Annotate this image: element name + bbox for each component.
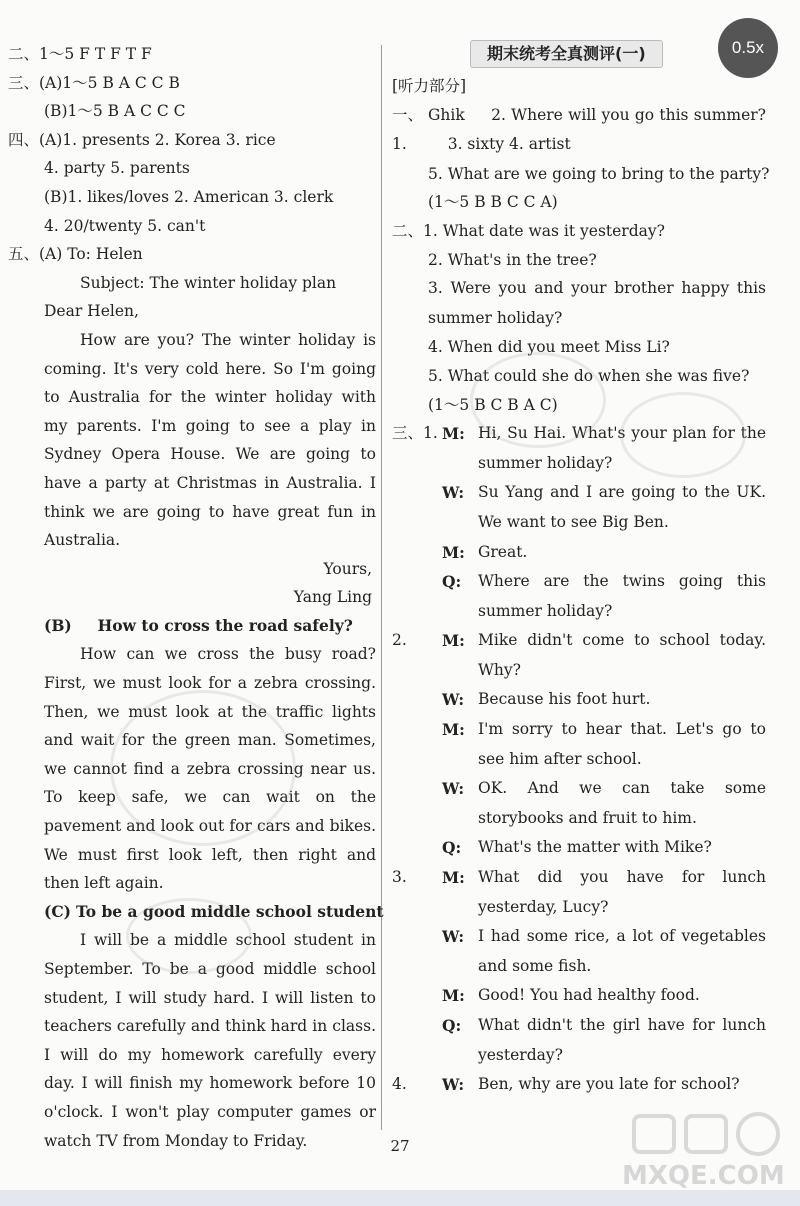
listening-question: 二、1. What date was it yesterday? [392, 221, 665, 240]
page-number: 27 [390, 1137, 410, 1155]
dialogue-line [392, 685, 766, 715]
section-b-heading [8, 612, 376, 641]
listening-question: 5. What could she do when she was five? [428, 366, 750, 385]
speaker-label: W: [442, 690, 465, 710]
section-c-label: (C) [44, 901, 72, 921]
dialogue-text: Because his foot hurt. [478, 690, 651, 709]
letter-text: How are you? The winter holiday is coming. It's very cold here. So I'm going to Australia for the winter holiday with my parents. I'm going to see a play in Sydney Opera House. We are going to have a party at Christmas in Australia. I think we are going to have great fun in Australia. [44, 330, 376, 550]
section-b-title: How to cross the road safely? [97, 615, 353, 635]
dialogue-number [392, 922, 442, 981]
dialogue-number: 3. [392, 868, 407, 887]
section-c-title: To be a good middle school student [75, 901, 384, 921]
dialogue-line [392, 478, 766, 537]
answer-line: 四、(A)1. presents 2. Korea 3. rice [8, 130, 276, 149]
dialogue-text: What's the matter with Mike? [478, 838, 712, 857]
speaker-label: Q: [442, 838, 462, 858]
dialogue-2 [392, 626, 766, 863]
column-divider [381, 45, 382, 1130]
left-column [8, 40, 384, 1155]
letter-greeting: Dear Helen, [44, 302, 139, 321]
dialogue-number [392, 1011, 442, 1070]
speaker-label: W: [442, 927, 465, 947]
dialogue-number [392, 981, 442, 1011]
zoom-badge[interactable]: 0.5x [718, 18, 778, 78]
dialogue-text: Mike didn't come to school today. Why? [478, 631, 766, 679]
dialogue-text: Good! You had healthy food. [478, 986, 700, 1005]
dialogue-text: Great. [478, 542, 528, 561]
dialogue-line [392, 774, 766, 833]
svg-text:MXQE.COM: MXQE.COM [622, 1161, 785, 1191]
letter-closing: Yours, [323, 559, 372, 578]
item-number: 一、1. [392, 105, 424, 154]
dialogue-text: What didn't the girl have for lunch yesterday? [478, 1016, 766, 1064]
watermark-stamp [620, 392, 746, 478]
speaker-label: M: [442, 424, 465, 444]
answer-line: 二、1～5 F T F T F [8, 45, 152, 63]
speaker-label: Q: [442, 1016, 462, 1035]
dialogue-number: 三、1. [392, 424, 438, 443]
dialogue-line [392, 538, 766, 568]
dialogue-text: I'm sorry to hear that. Let's go to see him after school. [478, 720, 766, 768]
question-text: 3. Were you and your brother happy this summer holiday? [428, 279, 766, 327]
answer-key: (1～5 B B C C A) [428, 193, 558, 212]
dialogue-line [392, 833, 766, 863]
speaker-label: W: [442, 1075, 465, 1095]
dialogue-text: Where are the twins going this summer holiday? [478, 572, 766, 620]
dialogue-text: I had some rice, a lot of vegetables and some fish. [478, 927, 766, 975]
speaker-label: M: [442, 542, 465, 562]
answer-line: 三、(A)1～5 B A C C B [8, 73, 180, 92]
dialogue-line [392, 922, 766, 981]
dialogue-number: 2. [392, 631, 407, 650]
dialogue-number [392, 715, 442, 774]
item-answer: 2. Where will you go this summer? [491, 105, 766, 124]
answer-line: 4. party 5. parents [44, 159, 190, 178]
dialogue-line [392, 1011, 766, 1070]
speaker-label: Q: [442, 572, 462, 592]
speaker-label: M: [442, 720, 465, 740]
right-column [392, 40, 770, 1100]
dialogue-text: Su Yang and I are going to the UK. We want to see Big Ben. [478, 483, 766, 531]
answer-line: (B)1. likes/loves 2. American 3. clerk [44, 187, 334, 206]
dialogue-number [392, 774, 442, 833]
dialogue-number [392, 538, 442, 568]
section-c-text: I will be a middle school student in September. To be a good middle school student, I will study hard. I will listen to teachers carefully and think hard in class. I will do my homework carefully every day. I will finish my homework before 10 o'clock. I won't play computer games or watch TV from Monday to Friday. [44, 931, 376, 1150]
dialogue-line [392, 863, 766, 922]
dialogue-text: Ben, why are you late for school? [478, 1075, 740, 1094]
dialogue-number [392, 478, 442, 537]
letter-signature: Yang Ling [293, 588, 372, 607]
watermark-stamp [126, 898, 252, 974]
listening-question [392, 274, 766, 333]
listening-item-5: 5. What are we going to bring to the party? [428, 164, 770, 183]
letter-subject: Subject: The winter holiday plan [80, 273, 337, 292]
section-heading-listening: [听力部分] [392, 77, 467, 95]
dialogue-line [392, 626, 766, 685]
section-b-text: How can we cross the busy road? First, we must look for a zebra crossing. Then, we must look at the traffic lights and wait for the green man. Sometimes, we cannot find a zebra crossing near us. To keep safe, we can wait on the pavement and look out for cars and bikes. We must first look left, then right and then left again. [44, 645, 376, 893]
speaker-label: M: [442, 986, 465, 1006]
dialogue-line [392, 981, 766, 1011]
dialogue-line [392, 567, 766, 626]
speaker-label: M: [442, 868, 465, 888]
listening-question: 2. What's in the tree? [428, 250, 597, 269]
answer-key: (1～5 B C B A C) [428, 395, 558, 414]
answer-line: 4. 20/twenty 5. can't [44, 216, 206, 235]
item-answer: 3. sixty 4. artist [447, 135, 571, 154]
dialogue-number [392, 685, 442, 715]
speaker-label: W: [442, 483, 465, 503]
listening-question: 4. When did you meet Miss Li? [428, 338, 670, 357]
speaker-label: M: [442, 631, 465, 651]
answer-line: 五、(A) To: Helen [8, 245, 143, 264]
watermark-logo [622, 1108, 792, 1196]
letter-body [8, 326, 376, 555]
dialogue-number [392, 567, 442, 626]
listening-item-1 [392, 101, 766, 160]
title-row [392, 40, 766, 72]
item-answer: Ghik [428, 105, 465, 124]
watermark-stamp [110, 690, 296, 846]
speaker-label: W: [442, 779, 465, 799]
test-title: 期末统考全真测评(一) [470, 40, 663, 68]
item-text [428, 101, 766, 160]
dialogue-text: What did you have for lunch yesterday, Lucy? [478, 868, 766, 916]
dialogue-3 [392, 863, 766, 1070]
watermark-stamp [470, 352, 606, 448]
dialogue-line [392, 1070, 766, 1100]
dialogue-list [392, 419, 766, 1100]
dialogue-text: Hi, Su Hai. What's your plan for the summer holiday? [478, 424, 766, 472]
dialogue-4 [392, 1070, 766, 1100]
answer-line: (B)1～5 B A C C C [44, 102, 186, 121]
dialogue-number: 4. [392, 1075, 407, 1094]
section-b-label: (B) [44, 615, 72, 635]
dialogue-text: OK. And we can take some storybooks and fruit to him. [478, 779, 766, 827]
dialogue-line [392, 715, 766, 774]
dialogue-number [392, 833, 442, 863]
